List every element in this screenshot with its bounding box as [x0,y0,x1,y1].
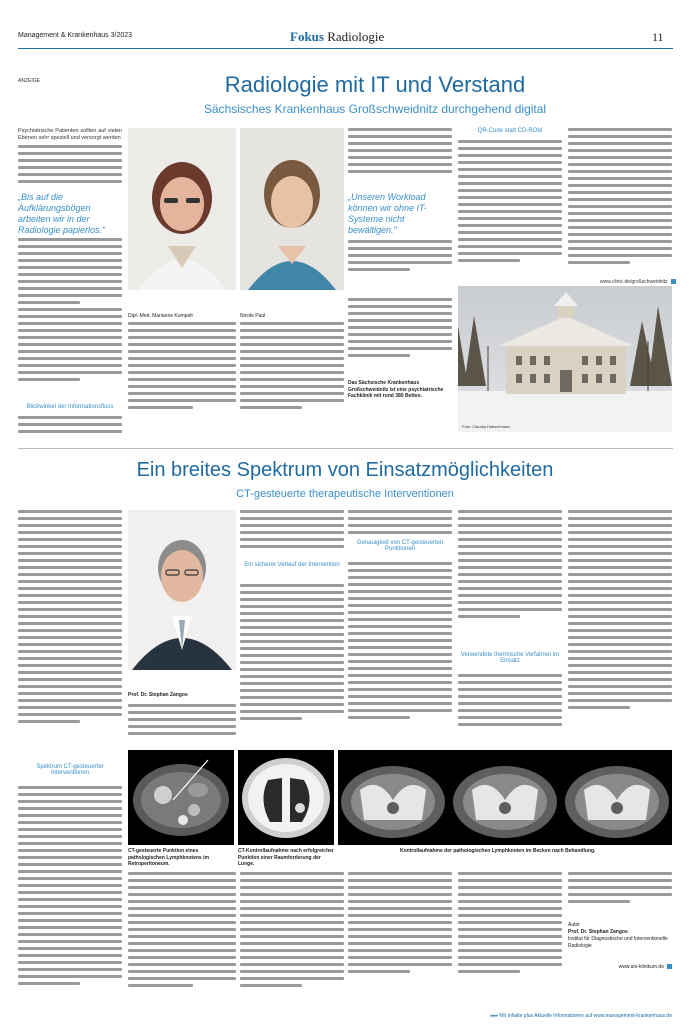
article2-col6-bottom [568,872,672,912]
article2-col3-bottom [240,872,344,1008]
footer-text[interactable]: Mit Inhalte plus Aktuelle Informationen auf www.management-krankenhaus.de [499,1013,672,1019]
caption-building: Das Sächsische Krankenhaus Großschweidnitz ist eine psychiatrische Fachklinik mit rund 380 Betten. [348,380,444,399]
footer-bar [380,1013,672,1019]
article1-subhead-left: Blickwinkel der Informationsfluss [26,404,114,410]
quote-1: „Bis auf die Aufklärungsbögen arbeiten wir in der Radiologie papierlos." [18,192,106,235]
section-title [290,29,384,45]
article2-col5-mid [458,674,562,742]
portrait-paul [240,128,344,290]
article1-col4-top [348,128,452,186]
article1-subtitle: Sächsisches Krankenhaus Großschweidnitz durchgehend digital [203,102,547,116]
article1-col2-lower [128,322,236,432]
header-rule [18,48,673,49]
article1-col1-tail [18,416,122,446]
caption-portrait-2: Nicole Paul [240,313,266,319]
article1-col5 [458,140,562,290]
article2-col1-top [18,510,122,750]
author-name: Prof. Dr. Stephan Zangos [568,929,628,935]
article1-subhead-right: QR-Code statt CD-ROM [477,128,543,134]
article1-intro: Psychiatrische Patienten sollten auf vielen Ebenen sehr speziell und versorgt werden [18,128,122,141]
caption-portrait-zangos: Prof. Dr. Stephan Zangos [128,692,188,698]
article2-col5-bottom [458,872,562,992]
author-web [568,964,672,971]
section-name: Radiologie [327,29,385,44]
article1-col4-mid [348,240,452,290]
building-photo [458,286,672,432]
article1-col1-body [18,238,122,408]
article2-col4-top [348,510,452,538]
author-affiliation: Institut für Diagnostische und Interventionelle Radiologie [568,936,668,949]
article2-col4-bottom [348,872,452,992]
article2-col3-mid [240,584,344,739]
article1-source-text: www.clinic.de/großschweidnitz [600,279,668,285]
caption-ct-2: CT-Kontrollaufnahme nach erfolgreicher Punktion einer Raumforderung der Lunge. [238,848,334,867]
article2-subhead-2: Spektrum CT-gesteuerter Interventionen [36,764,104,776]
author-box [568,922,672,971]
article2-subhead-1: Ein sicherer Verlauf der Intervention [244,562,340,568]
portrait-kumpelt [128,128,236,290]
article1-col6 [568,128,672,278]
author-label: Autor [568,922,580,928]
article2-col1-bottom [18,786,122,1008]
ct-image-1 [128,750,234,845]
page-number: 11 [652,30,664,44]
article1-source [600,279,676,285]
kicker: ANZEIGE [18,78,40,84]
article1-title: Radiologie mit IT und Verstand [224,72,526,97]
article2-col5-top [458,510,562,640]
article1-col4-lower [348,298,452,373]
article2-col2-mid [128,704,236,744]
article2-col3-top [240,510,344,560]
portrait-zangos [128,510,236,670]
article2-col2-bottom [128,872,236,1008]
end-mark-icon [671,279,676,284]
article1-col3-lower [240,322,344,432]
article-divider [18,448,673,449]
article2-col6-top [568,510,672,742]
caption-ct-1: CT-gesteuerte Punktion eines pathologischen Lymphknotens im Retroperitoneum. [128,848,209,867]
section-bold: Fokus [290,29,324,44]
running-header-left: Management & Krankenhaus 3/2023 [18,32,133,39]
ct-image-2 [238,750,334,845]
article2-subtitle: CT-gesteuerte therapeutische Interventionen [236,488,454,500]
article2-subhead-3: Genauigkeit von CT-gesteuerten Punktionen [356,540,444,552]
article2-subhead-4: Verwendete thermische Verfahren im Einsatz [460,652,560,664]
quote-2: „Unseren Workload können wir ohne IT-Systeme nicht bewältigen." [348,192,427,235]
article2-col4-mid [348,562,452,740]
author-web-text[interactable]: www.uni-klinikum.de [618,964,664,970]
caption-ct-3: Kontrollaufnahme der pathologischen Lymphknoten im Becken nach Behandlung. [400,848,596,854]
article1-col1 [18,128,122,188]
ct-image-3 [338,750,672,845]
end-mark-icon [667,964,672,969]
caption-portrait-1: Dipl.-Med. Marianne Kumpelt [128,313,193,319]
article2-title: Ein breites Spektrum von Einsatzmöglichkeiten [136,459,554,481]
photo-credit: Foto: Claudia Hübschmann [462,424,511,429]
footer-arrows-icon: ▸▸▸ [490,1013,500,1019]
